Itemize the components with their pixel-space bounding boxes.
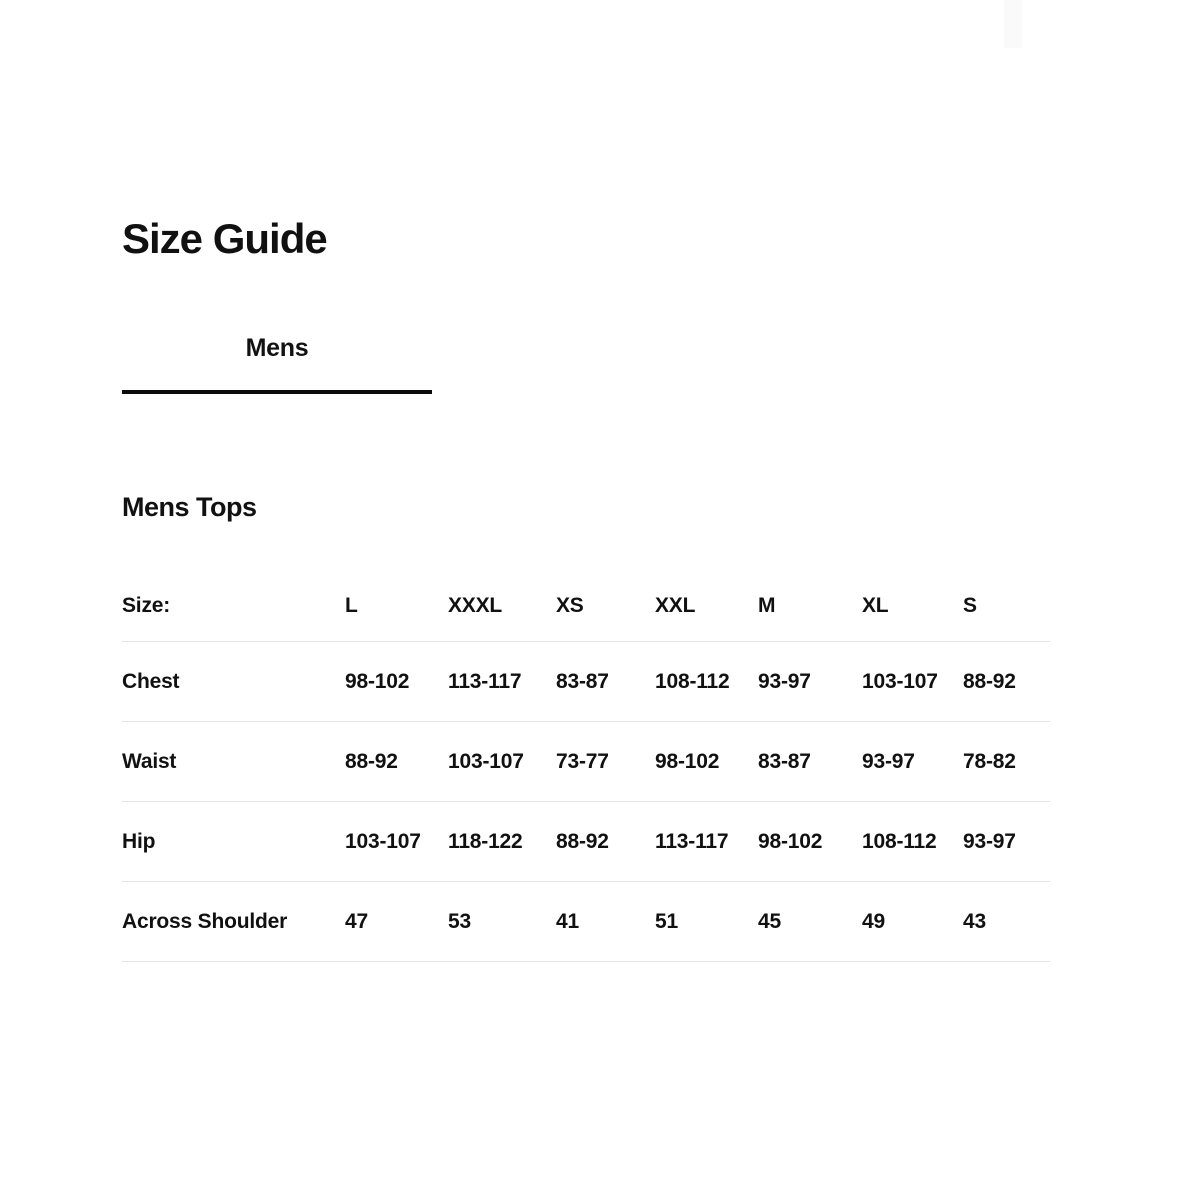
- cell-value: 45: [758, 909, 781, 933]
- row-label-waist: Waist: [122, 749, 177, 773]
- cell-value: 88-92: [556, 829, 609, 853]
- cell-value: 93-97: [758, 669, 811, 693]
- row-label-chest: Chest: [122, 669, 180, 693]
- cell-value: 98-102: [655, 749, 720, 773]
- cell-value: 51: [655, 909, 678, 933]
- cell-value: 88-92: [963, 669, 1016, 693]
- cell-value: 93-97: [862, 749, 915, 773]
- column-header-xxxl: XXXL: [448, 593, 503, 617]
- tab-active-underline: [122, 390, 432, 394]
- tab-mens[interactable]: [122, 334, 432, 363]
- cell-value: 108-112: [655, 669, 730, 693]
- row-label-across-shoulder: Across Shoulder: [122, 909, 288, 933]
- cell-value: 118-122: [448, 829, 523, 853]
- cell-value: 98-102: [345, 669, 410, 693]
- size-table-header-label: Size:: [122, 593, 171, 617]
- column-header-xs: XS: [556, 593, 584, 617]
- cell-value: 93-97: [963, 829, 1016, 853]
- cell-value: 103-107: [345, 829, 421, 853]
- table-row-hip: [122, 802, 1050, 882]
- cell-value: 88-92: [345, 749, 398, 773]
- cell-value: 83-87: [556, 669, 609, 693]
- cell-value: 103-107: [862, 669, 938, 693]
- cell-value: 113-117: [655, 829, 729, 853]
- column-header-s: S: [963, 593, 977, 617]
- row-label-hip: Hip: [122, 829, 156, 853]
- cell-value: 41: [556, 909, 579, 933]
- size-table: [122, 570, 1050, 962]
- tab-mens-label: Mens: [245, 334, 309, 362]
- cell-value: 113-117: [448, 669, 522, 693]
- cell-value: 47: [345, 909, 368, 933]
- table-row-waist: [122, 722, 1050, 802]
- cell-value: 98-102: [758, 829, 823, 853]
- section-heading-mens-tops: Mens Tops: [122, 492, 257, 522]
- cell-value: 73-77: [556, 749, 609, 773]
- cell-value: 78-82: [963, 749, 1016, 773]
- page-title: Size Guide: [122, 215, 327, 262]
- cell-value: 43: [963, 909, 986, 933]
- column-header-xxl: XXL: [655, 593, 696, 617]
- cell-value: 49: [862, 909, 885, 933]
- column-header-m: M: [758, 593, 776, 617]
- page-top-faint-mark: [1004, 0, 1022, 48]
- column-header-l: L: [345, 593, 358, 617]
- cell-value: 108-112: [862, 829, 937, 853]
- cell-value: 83-87: [758, 749, 811, 773]
- table-row-across-shoulder: [122, 882, 1050, 962]
- column-header-xl: XL: [862, 593, 889, 617]
- cell-value: 103-107: [448, 749, 524, 773]
- size-table-header-row: [122, 570, 1050, 642]
- cell-value: 53: [448, 909, 471, 933]
- table-row-chest: [122, 642, 1050, 722]
